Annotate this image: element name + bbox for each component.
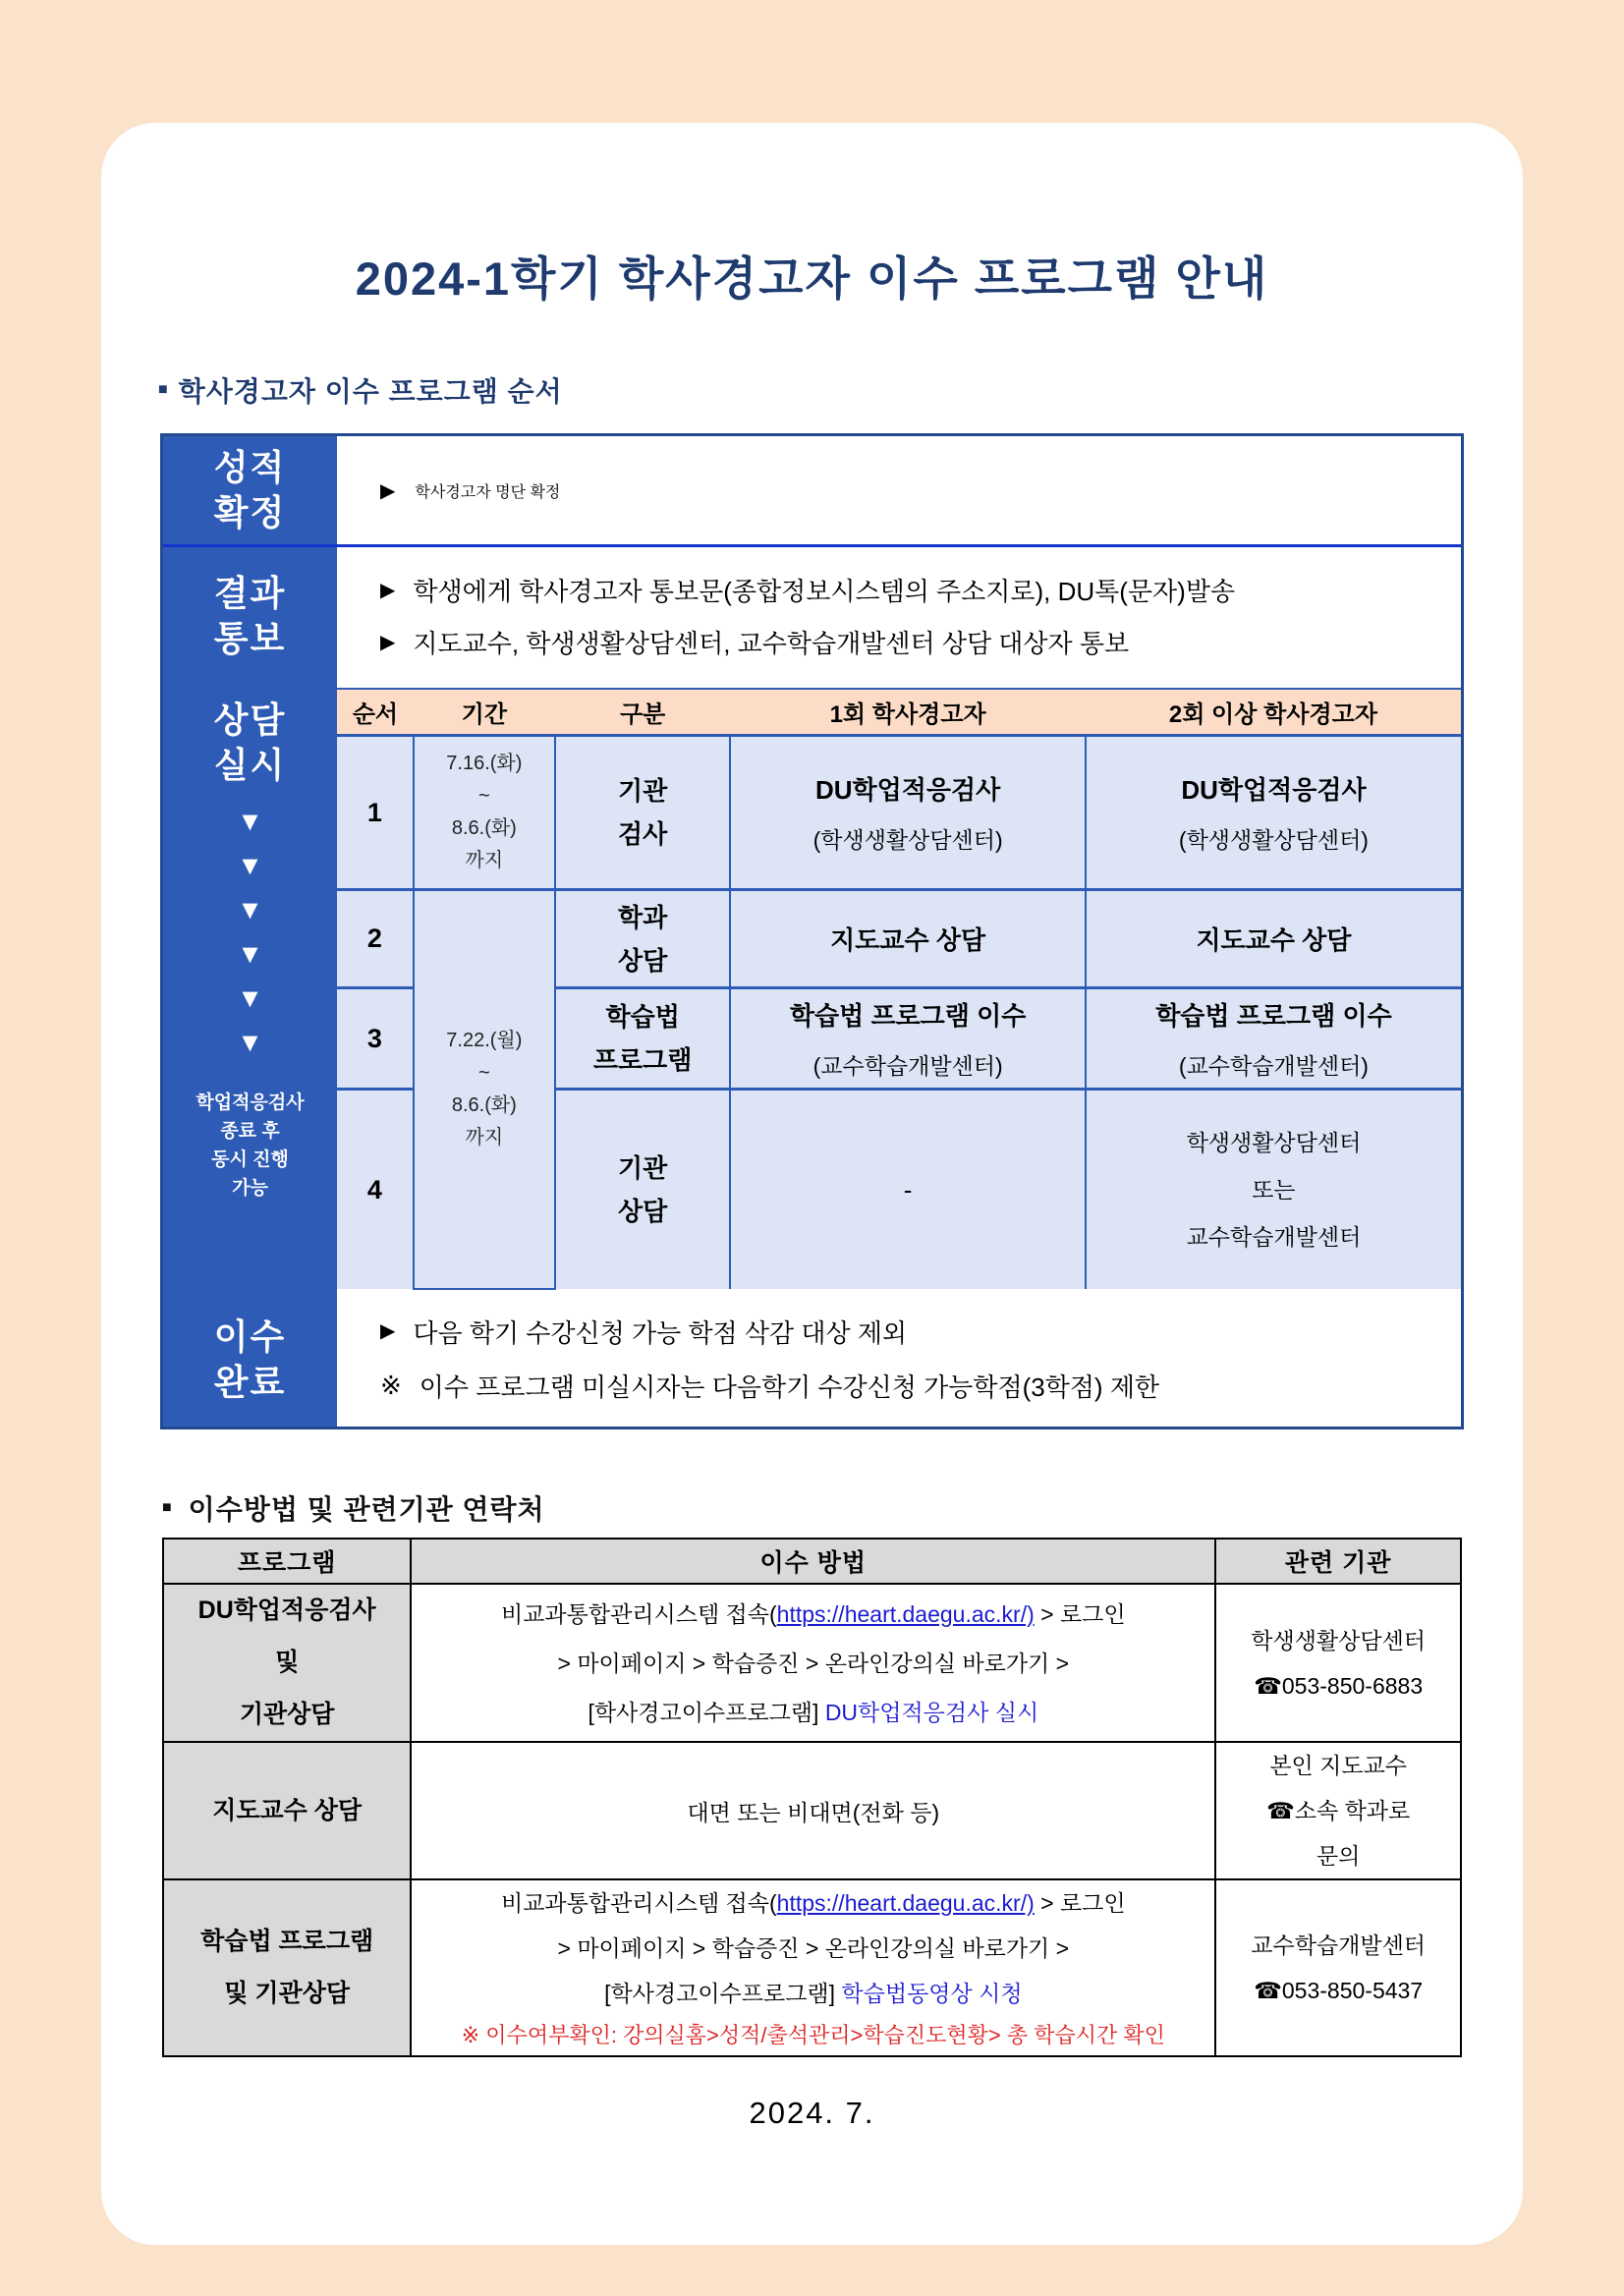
sidebar-step-notify — [163, 544, 337, 688]
step-score-line1: 성적 — [213, 447, 287, 487]
table-row — [163, 1742, 1461, 1879]
col-header-second-warning: 2회 이상 학사경고자 — [1086, 689, 1461, 736]
sidebar-step-complete — [163, 1293, 337, 1427]
reference-mark-icon: ※ — [380, 1371, 402, 1400]
cell-sub-text: (학생생활상담센터) — [812, 827, 1003, 853]
org-phone-text: 소속 학과로 — [1294, 1798, 1411, 1823]
org-phone-number: 053-850-6883 — [1281, 1672, 1424, 1699]
square-bullet-icon: ■ — [162, 1499, 173, 1516]
flow-section-heading-text: 학사경고자 이수 프로그램 순서 — [178, 376, 563, 407]
contact-header-row — [163, 1539, 1461, 1584]
row2-type — [555, 890, 730, 988]
program-line: 및 기관상담 — [224, 1980, 350, 2007]
schedule-table — [337, 688, 1461, 1290]
step-notify-line1: 결과 — [213, 573, 287, 613]
score-confirm-text: 학사경고자 명단 확정 — [415, 483, 561, 501]
sidebar-note-line2: 종료 후 — [220, 1121, 280, 1142]
sidebar-note — [196, 1089, 304, 1203]
merged-period — [414, 890, 555, 1290]
down-arrow-icon: ▼ — [237, 895, 263, 924]
notify-item-text: 지도교수, 학생생활상담센터, 교수학습개발센터 상담 대상자 통보 — [413, 629, 1130, 658]
col-header-period: 기간 — [414, 689, 555, 736]
table-row — [163, 1879, 1461, 2056]
row3-order: 3 — [337, 988, 414, 1090]
period-line: ~ — [478, 785, 490, 807]
phone-icon: ☎ — [1254, 1672, 1282, 1699]
period-line: 8.6.(화) — [451, 817, 517, 839]
row3-first-warning — [730, 988, 1086, 1090]
step-counsel-line1: 상담 — [213, 700, 287, 740]
cell-sub-text: (교수학습개발센터) — [812, 1053, 1003, 1079]
right-arrow-icon: ▶ — [380, 479, 396, 502]
method-text: 비교과통합관리시스템 접속( — [500, 1600, 777, 1627]
complete-item — [380, 1314, 1461, 1350]
cell-line: 학생생활상담센터 — [1186, 1130, 1362, 1155]
type-line: 학습법 — [605, 1002, 680, 1032]
period-line: 까지 — [465, 850, 504, 871]
document-page — [101, 123, 1523, 2245]
program-line: 및 — [275, 1649, 300, 1676]
complete-cell — [337, 1290, 1461, 1427]
method-text: > 로그인 — [1034, 1600, 1126, 1627]
table-row — [337, 736, 1461, 890]
org-student-counsel — [1215, 1584, 1461, 1742]
cell-sub-text: (학생생활상담센터) — [1178, 827, 1369, 853]
type-line: 검사 — [618, 819, 668, 849]
cell-sub-text: (교수학습개발센터) — [1178, 1053, 1369, 1079]
square-bullet-icon: ■ — [158, 381, 169, 398]
org-advisor — [1215, 1742, 1461, 1879]
type-line: 기관 — [618, 1153, 668, 1183]
method-text: > 마이페이지 > 학습증진 > 온라인강의실 바로가기 > — [557, 1935, 1070, 1961]
row1-period — [414, 736, 555, 890]
right-arrow-icon: ▶ — [380, 631, 396, 653]
method-advisor-counsel: 대면 또는 비대면(전화 등) — [411, 1742, 1215, 1879]
method-text: > 로그인 — [1034, 1890, 1126, 1916]
org-phone-number: 053-850-5437 — [1281, 1978, 1424, 2003]
row1-first-warning — [730, 736, 1086, 890]
cell-main-text: 학습법 프로그램 이수 — [1155, 1001, 1392, 1031]
schedule-header-row — [337, 689, 1461, 736]
step-complete-line2: 완료 — [213, 1362, 287, 1402]
contact-table — [162, 1538, 1462, 2057]
completion-check-note: ※ 이수여부확인: 강의실홈>성적/출석관리>학습진도현황> 총 학습시간 확인 — [461, 2023, 1165, 2047]
cell-line: 또는 — [1252, 1177, 1296, 1203]
cell-main-text: 지도교수 상담 — [1196, 925, 1352, 955]
type-line: 학과 — [618, 902, 668, 932]
method-action-text: DU학업적응검사 실시 — [824, 1699, 1039, 1725]
method-text: > 마이페이지 > 학습증진 > 온라인강의실 바로가기 > — [557, 1650, 1070, 1676]
cell-line: 교수학습개발센터 — [1186, 1224, 1362, 1250]
org-teaching-center — [1215, 1879, 1461, 2056]
period-line: 8.6.(화) — [451, 1094, 517, 1116]
footer-date: 2024. 7. — [749, 2096, 875, 2130]
period-line: 까지 — [465, 1127, 504, 1148]
program-line: 학습법 프로그램 — [200, 1928, 374, 1955]
right-arrow-icon: ▶ — [380, 579, 396, 601]
method-learning-method — [411, 1879, 1215, 2056]
org-name: 학생생활상담센터 — [1251, 1627, 1427, 1653]
schedule-table-wrap — [337, 688, 1461, 1290]
notify-item — [380, 572, 1461, 608]
flow-section-heading — [158, 370, 563, 410]
flow-sidebar — [163, 436, 337, 1427]
type-line: 프로그램 — [592, 1045, 693, 1075]
method-du-test — [411, 1584, 1215, 1742]
sidebar-step-score — [163, 436, 337, 544]
complete-item-text: 다음 학기 수강신청 가능 학점 삭감 대상 제외 — [413, 1317, 908, 1348]
cell-main-text: DU학업적응검사 — [815, 775, 1001, 805]
step-counsel-line2: 실시 — [213, 745, 287, 785]
contact-section-heading-text: 이수방법 및 관련기관 연락처 — [188, 1494, 545, 1525]
row1-order: 1 — [337, 736, 414, 890]
step-score-line2: 확정 — [213, 492, 287, 532]
row1-second-warning — [1086, 736, 1461, 890]
row4-second-warning — [1086, 1090, 1461, 1290]
sidebar-note-line1: 학업적응검사 — [196, 1092, 305, 1113]
table-row — [337, 890, 1461, 988]
row4-first-warning: - — [730, 1090, 1086, 1290]
method-text: 비교과통합관리시스템 접속( — [500, 1890, 777, 1916]
row2-order: 2 — [337, 890, 414, 988]
row3-type — [555, 988, 730, 1090]
sidebar-note-line4: 가능 — [232, 1178, 268, 1199]
right-arrow-icon: ▶ — [380, 1320, 396, 1342]
down-arrow-icon: ▼ — [237, 983, 263, 1013]
col-header-first-warning: 1회 학사경고자 — [730, 689, 1086, 736]
section-divider-line — [163, 544, 1461, 547]
notify-item-text: 학생에게 학사경고자 통보문(종합정보시스템의 주소지로), DU톡(문자)발송 — [413, 577, 1236, 606]
notify-item — [380, 624, 1461, 660]
row2-second-warning — [1086, 890, 1461, 988]
col-header-order: 순서 — [337, 689, 414, 736]
step-notify-line2: 통보 — [213, 618, 287, 658]
down-arrow-icon: ▼ — [237, 939, 263, 969]
flow-content — [337, 436, 1461, 1427]
col-header-type: 구분 — [555, 689, 730, 736]
period-line: ~ — [478, 1062, 490, 1084]
down-arrow-icon: ▼ — [237, 851, 263, 880]
program-line: 지도교수 상담 — [212, 1796, 363, 1824]
program-advisor-counsel — [163, 1742, 411, 1879]
complete-item-text: 이수 프로그램 미실시자는 다음학기 수강신청 가능학점(3학점) 제한 — [419, 1372, 1160, 1402]
cell-main-text: DU학업적응검사 — [1181, 775, 1367, 805]
program-line: DU학업적응검사 — [197, 1596, 376, 1624]
flow-table — [160, 433, 1464, 1429]
period-line: 7.16.(화) — [446, 753, 523, 774]
program-learning-method — [163, 1879, 411, 2056]
row3-second-warning — [1086, 988, 1461, 1090]
complete-item — [380, 1368, 1461, 1404]
step-complete-line1: 이수 — [213, 1316, 287, 1357]
program-line: 기관상담 — [239, 1701, 335, 1728]
method-text: [학사경고이수프로그램] — [604, 1981, 842, 2006]
down-arrow-icon: ▼ — [237, 807, 263, 836]
score-confirm-cell — [337, 436, 1461, 544]
type-line: 상담 — [618, 945, 668, 976]
phone-icon: ☎ — [1254, 1978, 1282, 2003]
sidebar-note-line3: 동시 진행 — [211, 1149, 289, 1170]
row4-type — [555, 1090, 730, 1290]
row4-order: 4 — [337, 1090, 414, 1290]
page-title: 2024-1학기 학사경고자 이수 프로그램 안내 — [355, 252, 1269, 305]
cell-main-text: 지도교수 상담 — [830, 925, 986, 955]
down-arrow-icon: ▼ — [237, 1028, 263, 1057]
contact-section-heading — [162, 1488, 545, 1528]
org-contact-note: 문의 — [1316, 1843, 1361, 1869]
type-line: 상담 — [618, 1197, 668, 1226]
col-header-program: 프로그램 — [163, 1539, 411, 1584]
method-text: [학사경고이수프로그램] — [588, 1699, 825, 1725]
org-name: 교수학습개발센터 — [1251, 1932, 1427, 1958]
heart-daegu-link[interactable]: https://heart.daegu.ac.kr/) — [776, 1600, 1035, 1627]
method-action-text: 학습법동영상 시청 — [841, 1981, 1023, 2006]
table-row — [163, 1584, 1461, 1742]
row2-first-warning — [730, 890, 1086, 988]
type-line: 기관 — [618, 776, 668, 806]
notify-cell — [337, 544, 1461, 688]
org-name: 본인 지도교수 — [1269, 1753, 1408, 1778]
period-line: 7.22.(월) — [446, 1030, 523, 1051]
col-header-org: 관련 기관 — [1215, 1539, 1461, 1584]
phone-icon: ☎ — [1266, 1798, 1295, 1823]
col-header-method: 이수 방법 — [411, 1539, 1215, 1584]
program-du-test — [163, 1584, 411, 1742]
heart-daegu-link[interactable]: https://heart.daegu.ac.kr/) — [776, 1890, 1035, 1916]
cell-main-text: 학습법 프로그램 이수 — [789, 1001, 1027, 1031]
flow-arrows — [237, 800, 263, 1065]
row1-type — [555, 736, 730, 890]
sidebar-step-counsel — [163, 688, 337, 1293]
